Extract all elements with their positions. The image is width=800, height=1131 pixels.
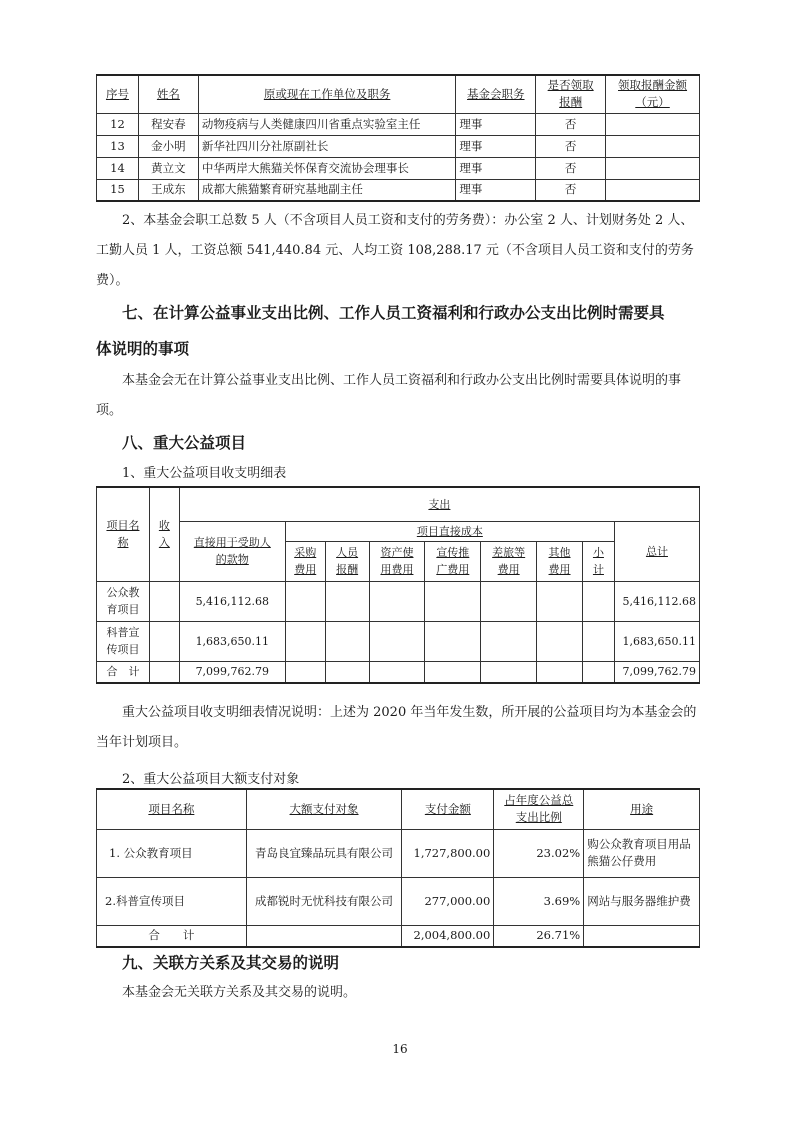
header-unit: 原或现在工作单位及职务 — [198, 75, 455, 113]
table-row — [97, 877, 700, 925]
header-use: 用途 — [584, 789, 700, 829]
cell-role: 理事 — [456, 135, 536, 157]
cell-unit: 新华社四川分社原副社长 — [198, 135, 455, 157]
cell-use: 网站与服务器维护费 — [584, 877, 700, 925]
cell-total: 5,416,112.68 — [614, 581, 699, 621]
cell-sum-label: 合 计 — [97, 661, 150, 683]
cell-project-name: 1. 公众教育项目 — [97, 829, 247, 877]
header-name: 姓名 — [138, 75, 198, 113]
cell-direct: 1,683,650.11 — [179, 621, 285, 661]
table-row — [97, 581, 700, 621]
staff-paragraph: 2、本基金会职工总数 5 人（不含项目人员工资和支付的劳务费）：办公室 2 人、计划财务处 2 人、工勤人员 1 人，工资总额 541,440.84 元、人均工资 108,288.17 元（不含项目人员工资和支付的劳务费）。 — [96, 213, 694, 288]
header-seq: 序号 — [97, 75, 139, 113]
table-row — [97, 157, 700, 179]
cell-use: 购公众教育项目用品熊猫公仔费用 — [584, 829, 700, 877]
page-number: 16 — [392, 1042, 408, 1056]
header-direct-cost: 项目直接成本 — [285, 521, 614, 541]
section7-heading-line1: 七、在计算公益事业支出比例、工作人员工资福利和行政办公支出比例时需要具 — [122, 303, 665, 322]
header-other: 其他 费用 — [537, 541, 583, 581]
header-paid: 是否领取 报酬 — [536, 75, 606, 113]
cell-name: 王成东 — [138, 179, 198, 201]
table-row — [97, 661, 700, 683]
cell-paid: 否 — [536, 157, 606, 179]
section8-subheading-1: 1、重大公益项目收支明细表 — [122, 466, 287, 481]
cell-project-name: 公众教 育项目 — [97, 581, 150, 621]
table-row — [97, 925, 700, 947]
header-project-name: 项目名称 — [97, 789, 247, 829]
table-row — [97, 135, 700, 157]
cell-name: 金小明 — [138, 135, 198, 157]
table-row — [97, 113, 700, 135]
table-row — [97, 179, 700, 201]
payment-table — [96, 788, 700, 948]
header-asset: 资产使 用费用 — [369, 541, 425, 581]
header-amount: 支付金额 — [402, 789, 494, 829]
section8-subheading-2: 2、重大公益项目大额支付对象 — [122, 772, 300, 787]
cell-seq: 13 — [97, 135, 139, 157]
header-subtotal: 小 计 — [582, 541, 614, 581]
project-income-table — [96, 486, 700, 684]
header-travel: 差旅等 费用 — [481, 541, 537, 581]
header-direct: 直接用于受助人 的款物 — [179, 521, 285, 581]
cell-payee: 成都锐时无忧科技有限公司 — [246, 877, 402, 925]
header-income: 收 入 — [149, 487, 179, 581]
section9-heading: 九、关联方关系及其交易的说明 — [122, 953, 340, 972]
section7-heading-line2: 体说明的事项 — [96, 339, 190, 358]
cell-name: 黄立文 — [138, 157, 198, 179]
header-ratio: 占年度公益总 支出比例 — [494, 789, 584, 829]
header-expense: 支出 — [179, 487, 699, 521]
cell-amount — [606, 157, 700, 179]
cell-project-name: 2.科普宣传项目 — [97, 877, 247, 925]
cell-sum-amount: 2,004,800.00 — [402, 925, 494, 947]
cell-sum-label: 合 计 — [97, 925, 247, 947]
table-row — [97, 621, 700, 661]
cell-seq: 12 — [97, 113, 139, 135]
section7-body: 本基金会无在计算公益事业支出比例、工作人员工资福利和行政办公支出比例时需要具体说明的事项。 — [96, 373, 682, 418]
header-promo: 宣传推 广费用 — [425, 541, 481, 581]
header-staff: 人员 报酬 — [325, 541, 369, 581]
cell-seq: 14 — [97, 157, 139, 179]
cell-paid: 否 — [536, 179, 606, 201]
cell-ratio: 3.69% — [494, 877, 584, 925]
cell-amount — [606, 135, 700, 157]
cell-role: 理事 — [456, 113, 536, 135]
section8-heading: 八、重大公益项目 — [122, 433, 247, 452]
cell-paid: 否 — [536, 135, 606, 157]
cell-sum-direct: 7,099,762.79 — [179, 661, 285, 683]
cell-seq: 15 — [97, 179, 139, 201]
cell-name: 程安春 — [138, 113, 198, 135]
cell-payee: 青岛良宜臻品玩具有限公司 — [246, 829, 402, 877]
section9-body: 本基金会无关联方关系及其交易的说明。 — [122, 985, 357, 1000]
cell-amount — [606, 179, 700, 201]
cell-sum-ratio: 26.71% — [494, 925, 584, 947]
cell-amount — [606, 113, 700, 135]
cell-unit: 成都大熊猫繁育研究基地副主任 — [198, 179, 455, 201]
cell-unit: 动物疫病与人类健康四川省重点实验室主任 — [198, 113, 455, 135]
header-role: 基金会职务 — [456, 75, 536, 113]
header-total: 总计 — [614, 521, 699, 581]
cell-role: 理事 — [456, 179, 536, 201]
income-table-note: 重大公益项目收支明细表情况说明：上述为 2020 年当年发生数，所开展的公益项目均为本基金会的当年计划项目。 — [96, 705, 697, 750]
cell-ratio: 23.02% — [494, 829, 584, 877]
header-purchase: 采购 费用 — [285, 541, 325, 581]
header-project: 项目名 称 — [97, 487, 150, 581]
board-member-table — [96, 74, 700, 202]
cell-role: 理事 — [456, 157, 536, 179]
table-row — [97, 829, 700, 877]
cell-project-name: 科普宣 传项目 — [97, 621, 150, 661]
cell-amount: 1,727,800.00 — [402, 829, 494, 877]
header-amount: 领取报酬金额 （元） — [606, 75, 700, 113]
cell-paid: 否 — [536, 113, 606, 135]
cell-total: 1,683,650.11 — [614, 621, 699, 661]
header-payee: 大额支付对象 — [246, 789, 402, 829]
cell-unit: 中华两岸大熊猫关怀保育交流协会理事长 — [198, 157, 455, 179]
cell-sum-total: 7,099,762.79 — [614, 661, 699, 683]
cell-amount: 277,000.00 — [402, 877, 494, 925]
cell-direct: 5,416,112.68 — [179, 581, 285, 621]
